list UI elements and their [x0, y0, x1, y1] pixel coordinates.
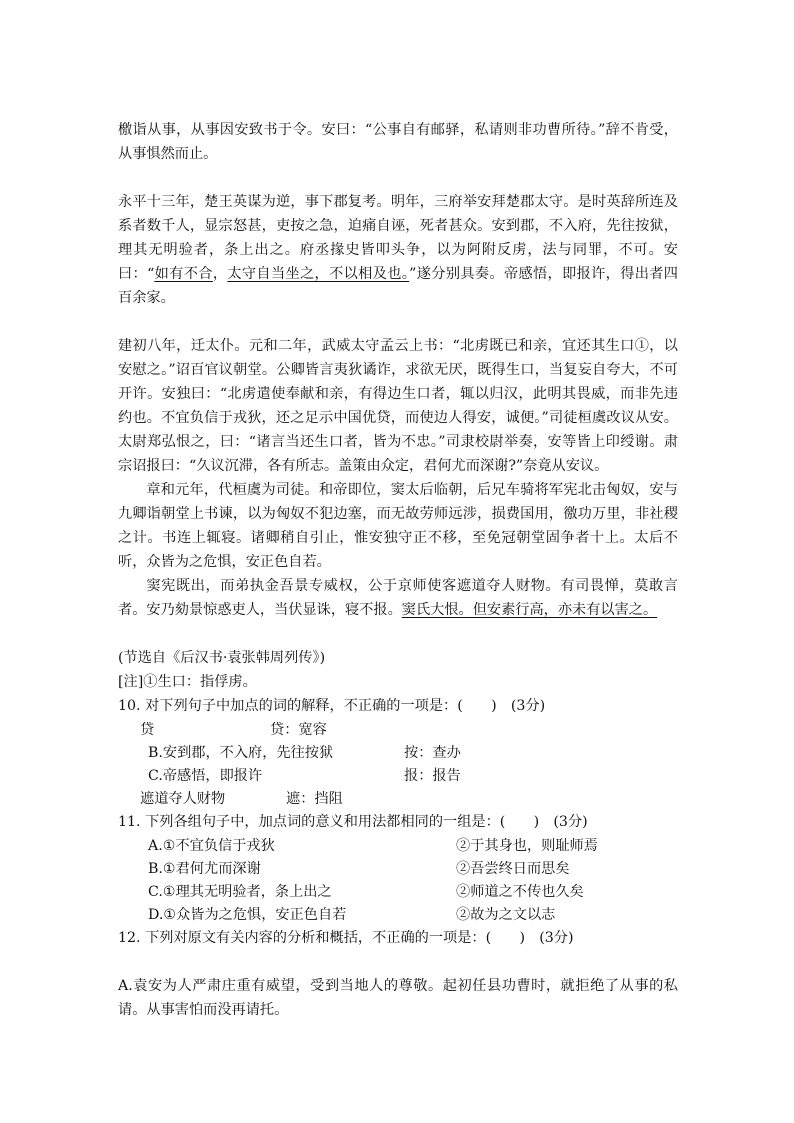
question-11-option-a: A.①不宜负信于戎狄 ②于其身也，则耻师焉 [148, 838, 598, 854]
document-page [118, 118, 678, 1022]
underlined-phrase-2: 太守自当坐之，不以相及也。 [227, 266, 410, 282]
paragraph-2-text: 永平十三年，楚王英谋为逆，事下郡复考。明年，三府举安拜楚郡太守。是时英辞所连及系者数千人，显宗怒甚，吏按之急，迫痛自诬，死者甚众。安到郡，不入府，先往按狱，理其无明验者，条上出之。府丞掾史皆叩头争，以为阿附反虏，法与同罪，不可。安曰：“ [118, 194, 678, 282]
question-11-option-d: D.①众皆为之危惧，安正色自若 ②故为之文以志 [148, 907, 556, 923]
source-citation: (节选自《后汉书·袁张韩周列传》) [118, 650, 326, 666]
paragraph-1: 檄诣从事，从事因安致书于令。安曰：“公事自有邮驿，私请则非功曹所待。”辞不肯受，从事惧然而止。 [118, 122, 678, 162]
question-10-option-b: B.安到郡，不入府，先往按狱 按：查办 [148, 745, 461, 761]
question-11-option-c: C.①理其无明验者，条上出之 ②师道之不传也久矣 [148, 884, 584, 900]
paragraph-2-end: ”遂分别具奏。帝感悟，即报许，得出者四百余家。 [118, 266, 678, 306]
paragraph-5: 窦宪既出，而弟执金吾景专威权，公于京师使客遮道夺人财物。有司畏惮，莫敢言者。安乃劾景惊惑吏人，当伏显诛，寝不报。窦氏大恨。但安素行高，亦未有以害之。 [118, 578, 678, 618]
paragraph-3: 建初八年，迁太仆。元和二年，武威太守孟云上书：“北虏既已和亲，宜还其生口①，以安慰之。”诏百官议朝堂。公卿皆言夷狄谲诈，求欲无厌，既得生口，当复妄自夸大，不可开许。安独曰：“北虏遣使奉献和亲，有得边生口者，辄以归汉，此明其畏威，而非先违约也。不宜负信于戎狄，还之足示中国优贷，而使边人得安，诚便。”司徒桓虞改议从安。太尉郑弘恨之，曰：“诸言当还生口者，皆为不忠。”司隶校尉举奏，安等皆上印绶谢。肃宗诏报曰：“久议沉滞，各有所志。盖策由众定，君何尤而深谢?”奈竟从安议。 [118, 338, 678, 474]
question-12-stem: 12. 下列对原文有关内容的分析和概括，不正确的一项是：( ) (3分) [118, 930, 574, 946]
question-10-option-c: C.帝感悟，即报许 报：报告 [148, 768, 461, 784]
question-11-stem: 11. 下列各组句子中，加点词的意义和用法都相同的一组是：( ) (3分) [118, 814, 588, 830]
underlined-sentence: 窦氏大恨。但安素行高，亦未有以害之。 [401, 602, 658, 618]
underlined-phrase-1: 如有不合 [154, 266, 213, 282]
question-10-option-a: 贷 贷：宽容 [140, 722, 327, 738]
paragraph-4: 章和元年，代桓虞为司徒。和帝即位，窦太后临朝，后兄车骑将军宪北击匈奴，安与九卿诣朝堂上书谏，以为匈奴不犯边塞，而无故劳师远涉，损费国用，徼功万里，非社稷之计。书连上辄寝。诸卿稍自引止，惟安独守正不移，至免冠朝堂固争者十上。太后不听，众皆为之危惧，安正色自若。 [118, 482, 678, 570]
question-12-option-a: A.袁安为人严肃庄重有威望，受到当地人的尊敬。起初任县功曹时，就拒绝了从事的私请。从事害怕而没再请托。 [118, 978, 678, 1018]
footnote: [注]①生口：指俘虏。 [118, 674, 257, 690]
question-11-option-b: B.①君何尤而深谢 ②吾尝终日而思矣 [148, 861, 570, 877]
paragraph-2: 永平十三年，楚王英谋为逆，事下郡复考。明年，三府举安拜楚郡太守。是时英辞所连及系者数千人，显宗怒甚，吏按之急，迫痛自诬，死者甚众。安到郡，不入府，先往按狱，理其无明验者，条上出之。府丞掾史皆叩头争，以为阿附反虏，法与同罪，不可。安曰：“如有不合，太守自当坐之，不以相及也。”遂分别具奏。帝感悟，即报许，得出者四百余家。 [118, 194, 678, 306]
question-10-option-d: 遮道夺人财物 遮：挡阻 [140, 791, 343, 807]
question-10-stem: 10. 对下列句子中加点的词的解释，不正确的一项是：( ) (3分) [118, 698, 546, 714]
